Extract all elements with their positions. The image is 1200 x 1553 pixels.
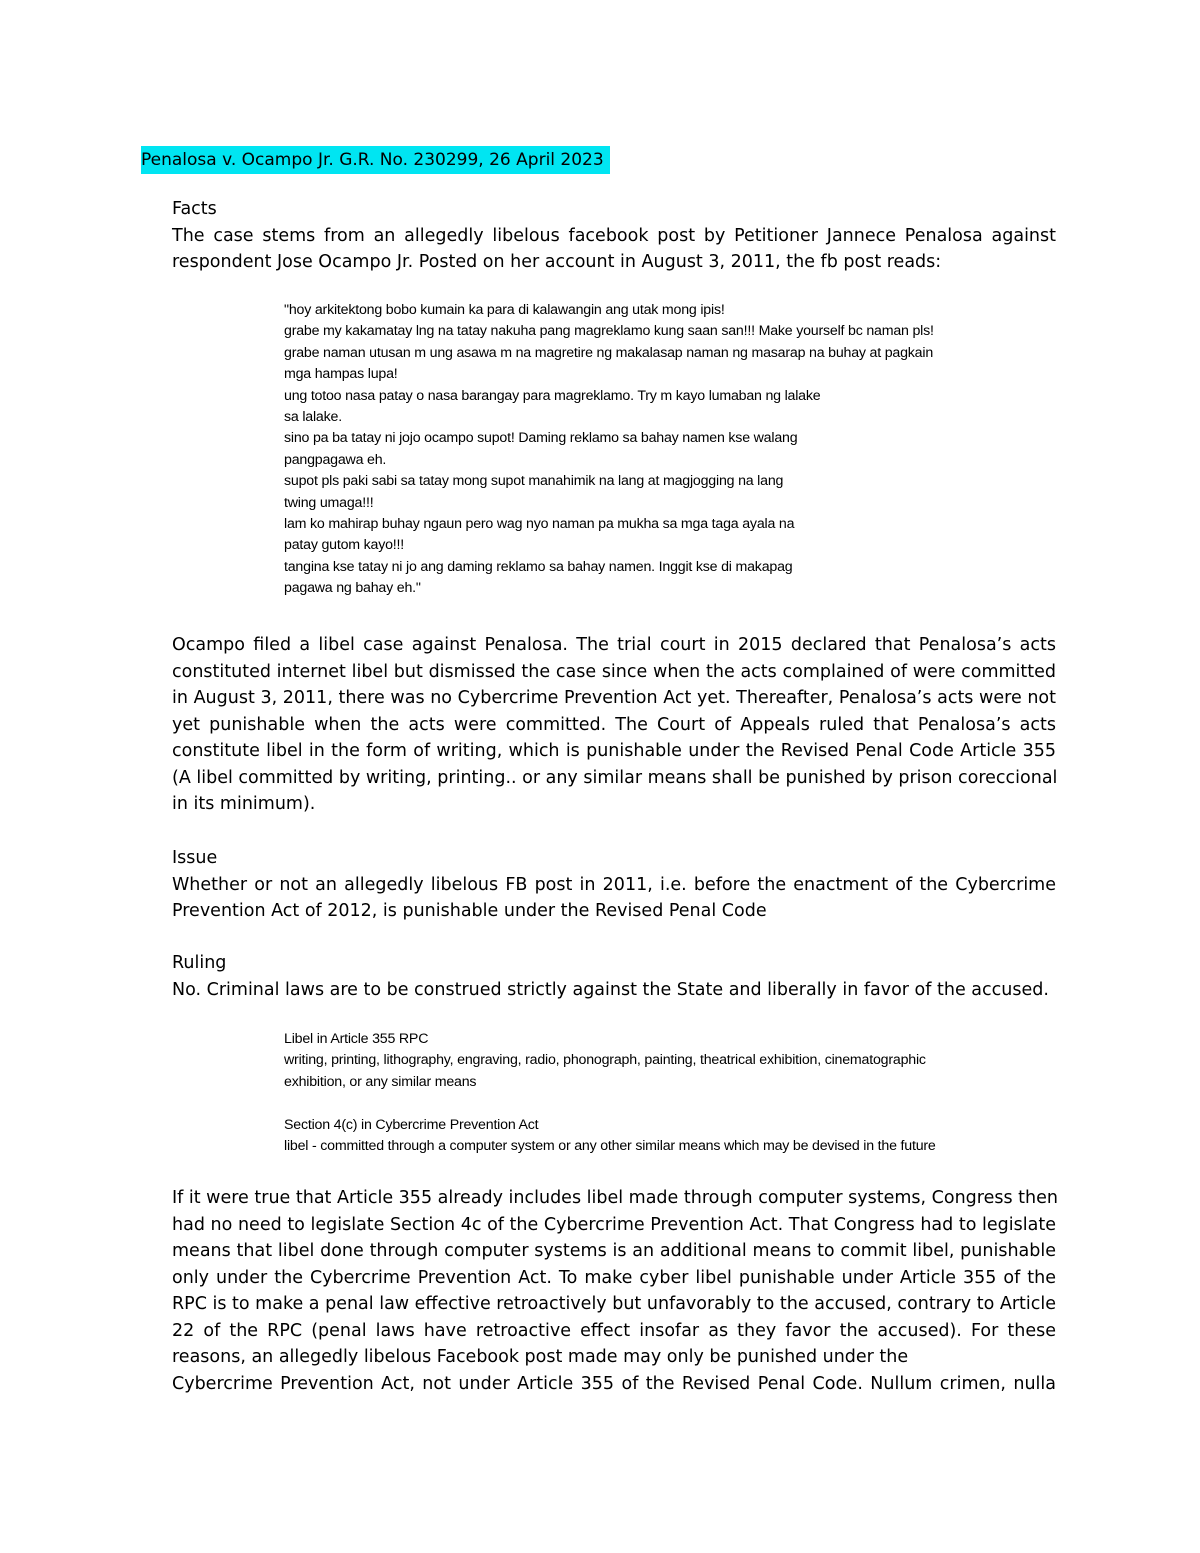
quote-line: twing umaga!!! <box>284 494 374 511</box>
ruling-section <box>172 950 1056 1003</box>
quote-line: sa lalake. <box>284 409 342 426</box>
paragraph-line: in August 3, 2011, there was no Cybercrime Prevention Act yet. Thereafter, Penalosa’s acts were not <box>172 688 1056 708</box>
paragraph-line: Ocampo filed a libel case against Penalosa. The trial court in 2015 declared that Penalosa’s acts <box>172 635 1056 655</box>
quote-line: grabe naman utusan m ung asawa m na magretire ng makalasap naman ng masarap na buhay at pagkain <box>284 344 934 361</box>
paragraph-line: If it were true that Article 355 already includes libel made through computer systems, Congress then <box>172 1188 1058 1208</box>
paragraph-line: in its minimum). <box>172 794 316 814</box>
paragraph-line: constituted internet libel but dismissed the case since when the acts complained of were committed <box>172 661 1056 682</box>
quote-line: ung totoo nasa patay o nasa barangay para magreklamo. Try m kayo lumaban ng lalake <box>284 387 821 404</box>
paragraph-line: only under the Cybercrime Prevention Act. To make cyber libel punishable under Article 355 of the <box>172 1267 1056 1288</box>
paragraph-line: means that libel done through computer systems is an additional means to commit libel, punishable <box>172 1241 1056 1261</box>
quote-line: "hoy arkitektong bobo kumain ka para di kalawangin ang utak mong ipis! <box>284 302 725 318</box>
issue-section <box>172 845 1056 925</box>
paragraph-line: constitute libel in the form of writing, which is punishable under the Revised Penal Code Article 355 <box>172 741 1056 761</box>
section-heading: Section 4(c) in Cybercrime Prevention Act <box>284 1117 539 1133</box>
quote-line: supot pls paki sabi sa tatay mong supot manahimik na lang at magjogging na lang <box>284 473 784 490</box>
issue-line: Whether or not an allegedly libelous FB post in 2011, i.e. before the enactment of the Cybercrime <box>172 874 1056 895</box>
paragraph-line: 22 of the RPC (penal laws have retroactive effect insofar as they favor the accused). For these <box>172 1320 1056 1341</box>
paragraph-line: Cybercrime Prevention Act, not under Article 355 of the Revised Penal Code. Nullum crimen, nulla <box>172 1373 1056 1394</box>
section-line: libel - committed through a computer system or any other similar means which may be devised in the future <box>284 1138 936 1155</box>
ruling-heading: Ruling <box>172 953 227 973</box>
article-355-comparison <box>284 1029 1074 1093</box>
paragraph-line: reasons, an allegedly libelous Facebook post made may only be punished under the <box>172 1347 909 1367</box>
issue-line: Prevention Act of 2012, is punishable under the Revised Penal Code <box>172 901 767 921</box>
ruling-rationale-paragraph <box>172 1185 1056 1397</box>
quote-line: mga hampas lupa! <box>284 366 398 383</box>
document-title: Penalosa v. Ocampo Jr. G.R. No. 230299, 26 April 2023 <box>141 146 610 174</box>
facts-line: The case stems from an allegedly libelous facebook post by Petitioner Jannece Penalosa against <box>172 225 1056 246</box>
quote-line: pangpagawa eh. <box>284 451 387 468</box>
facts-section <box>172 196 1056 276</box>
quote-line: patay gutom kayo!!! <box>284 537 405 554</box>
quote-line: lam ko mahirap buhay ngaun pero wag nyo naman pa mukha sa mga taga ayala na <box>284 516 795 533</box>
facts-heading: Facts <box>172 199 217 219</box>
paragraph-line: (A libel committed by writing, printing.. or any similar means shall be punished by prison coreccional <box>172 767 1058 788</box>
facts-line: respondent Jose Ocampo Jr. Posted on her account in August 3, 2011, the fb post reads: <box>172 252 942 272</box>
quote-line: tangina kse tatay ni jo ang daming reklamo sa bahay namen. Inggit kse di makapag <box>284 558 793 575</box>
paragraph-line: yet punishable when the acts were committed. The Court of Appeals ruled that Penalosa’s acts <box>172 714 1056 735</box>
article-line: exhibition, or any similar means <box>284 1073 477 1090</box>
quote-line: grabe my kakamatay lng na tatay nakuha pang magreklamo kung saan san!!! Make yourself bc naman pls! <box>284 323 934 340</box>
section-4c-comparison <box>284 1115 1074 1158</box>
case-history-paragraph <box>172 632 1056 818</box>
issue-heading: Issue <box>172 848 218 868</box>
paragraph-line: had no need to legislate Section 4c of the Cybercrime Prevention Act. That Congress had to legislate <box>172 1214 1056 1235</box>
article-line: writing, printing, lithography, engraving, radio, phonograph, painting, theatrical exhibition, cinematographic <box>284 1052 926 1069</box>
quote-line: sino pa ba tatay ni jojo ocampo supot! Daming reklamo sa bahay namen kse walang <box>284 430 798 447</box>
ruling-text: No. Criminal laws are to be construed strictly against the State and liberally in favor of the accused. <box>172 979 1049 1000</box>
quoted-fb-post <box>284 300 1074 600</box>
quote-line: pagawa ng bahay eh." <box>284 580 421 597</box>
article-heading: Libel in Article 355 RPC <box>284 1031 429 1047</box>
paragraph-line: RPC is to make a penal law effective retroactively but unfavorably to the accused, contrary to Article <box>172 1294 1056 1314</box>
